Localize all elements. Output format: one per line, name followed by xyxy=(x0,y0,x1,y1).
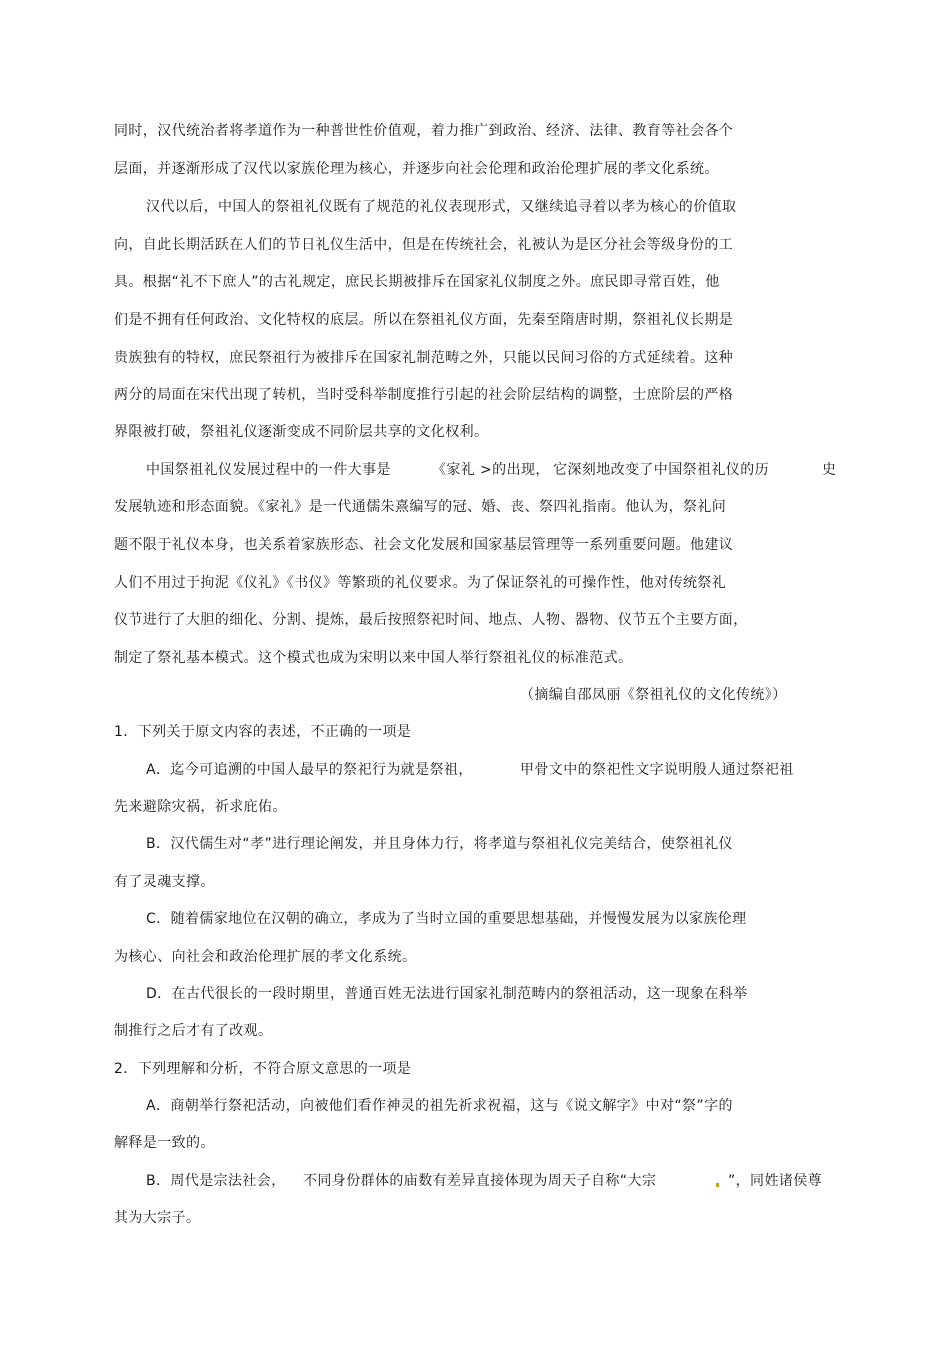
q1-option-b-line2: 有了灵魂支撑。 xyxy=(114,874,215,890)
passage-line: 发展轨迹和形态面貌。《家礼》是一代通儒朱熹编写的冠、婚、丧、祭四礼指南。他认为，祭礼问 xyxy=(114,499,727,515)
passage-line: 界限被打破，祭祖礼仪逐渐变成不同阶层共享的文化权利。 xyxy=(114,424,489,440)
passage-line: 贵族独有的特权，庶民祭祖行为被排斥在国家礼制范畴之外，只能以民间习俗的方式延续着。这种 xyxy=(114,350,734,366)
q2-option-b-line1c: ”，同姓诸侯尊 xyxy=(728,1173,823,1189)
passage-line-part: 史 xyxy=(822,462,837,478)
passage-line: 制定了祭礼基本模式。这个模式也成为宋明以来中国人举行祭祖礼仪的标准范式。 xyxy=(114,650,633,666)
q1-option-d-line1: D．在古代很长的一段时期里，普通百姓无法进行国家礼制范畴内的祭祖活动，这一现象在科举 xyxy=(146,986,748,1002)
q1-option-d-line2: 制推行之后才有了改观。 xyxy=(114,1023,273,1039)
question-1-stem: 1．下列关于原文内容的表述，不正确的一项是 xyxy=(114,724,412,740)
q1-option-a-line1b: 甲骨文中的祭祀性文字说明殷人通过祭祀祖 xyxy=(520,762,794,778)
passage-line: 人们不用过于拘泥《仪礼》《书仪》等繁琐的礼仪要求。为了保证祭礼的可操作性，他对传统祭礼 xyxy=(114,575,727,591)
passage-line: 仪节进行了大胆的细化、分割、提炼，最后按照祭祀时间、地点、人物、器物、仪节五个主要方面， xyxy=(114,612,748,628)
q1-option-a-line1a: A．迄今可追溯的中国人最早的祭祀行为就是祭祖， xyxy=(146,762,473,778)
passage-line: 汉代以后，中国人的祭祖礼仪既有了规范的礼仪表现形式，又继续追寻着以孝为核心的价值取 xyxy=(146,199,737,215)
passage-line-part: 《家礼 >的出现， xyxy=(432,462,550,478)
q1-option-c-line2: 为核心、向社会和政治伦理扩展的孝文化系统。 xyxy=(114,949,417,965)
q2-option-b-line1a: B．周代是宗法社会， xyxy=(146,1173,286,1189)
passage-line: 向，自此长期活跃在人们的节日礼仪生活中，但是在传统社会，礼被认为是区分社会等级身份的工 xyxy=(114,237,734,253)
scan-mark xyxy=(716,1183,719,1187)
source-citation: （摘编自邵凤丽《祭祖礼仪的文化传统》） xyxy=(520,687,787,703)
q1-option-c-line1: C．随着儒家地位在汉朝的确立，孝成为了当时立国的重要思想基础，并慢慢发展为以家族伦理 xyxy=(146,911,747,927)
passage-line-part: 中国祭祖礼仪发展过程中的一件大事是 xyxy=(146,462,391,478)
q2-option-a-line2: 解释是一致的。 xyxy=(114,1135,215,1151)
passage-line: 两分的局面在宋代出现了转机，当时受科举制度推行引起的社会阶层结构的调整，士庶阶层的严格 xyxy=(114,387,734,403)
q2-option-b-line2: 其为大宗子。 xyxy=(114,1210,201,1226)
q1-option-b-line1: B．汉代儒生对“孝”进行理论阐发，并且身体力行，将孝道与祭祖礼仪完美结合，使祭祖礼仪 xyxy=(146,836,733,852)
q1-option-a-line2: 先来避除灾祸，祈求庇佑。 xyxy=(114,799,287,815)
passage-line-part: 它深刻地改变了中国祭祖礼仪的历 xyxy=(553,462,769,478)
passage-line: 们是不拥有任何政治、文化特权的底层。所以在祭祖礼仪方面，先秦至隋唐时期，祭祖礼仪长期是 xyxy=(114,312,734,328)
passage-line: 具。根据“礼不下庶人”的古礼规定，庶民长期被排斥在国家礼仪制度之外。庶民即寻常百姓，他 xyxy=(114,274,720,290)
q2-option-a-line1: A．商朝举行祭祀活动，向被他们看作神灵的祖先祈求祝福，这与《说文解字》中对“祭”字的 xyxy=(146,1098,733,1114)
passage-line: 层面，并逐渐形成了汉代以家族伦理为核心，并逐步向社会伦理和政治伦理扩展的孝文化系统。 xyxy=(114,161,719,177)
question-2-stem: 2．下列理解和分析，不符合原文意思的一项是 xyxy=(114,1061,412,1077)
q2-option-b-line1b: 不同身份群体的庙数有差异直接体现为周天子自称“大宗 xyxy=(303,1173,657,1189)
passage-line: 题不限于礼仪本身，也关系着家族形态、社会文化发展和国家基层管理等一系列重要问题。他建议 xyxy=(114,537,734,553)
passage-line: 同时，汉代统治者将孝道作为一种普世性价值观，着力推广到政治、经济、法律、教育等社会各个 xyxy=(114,123,734,139)
